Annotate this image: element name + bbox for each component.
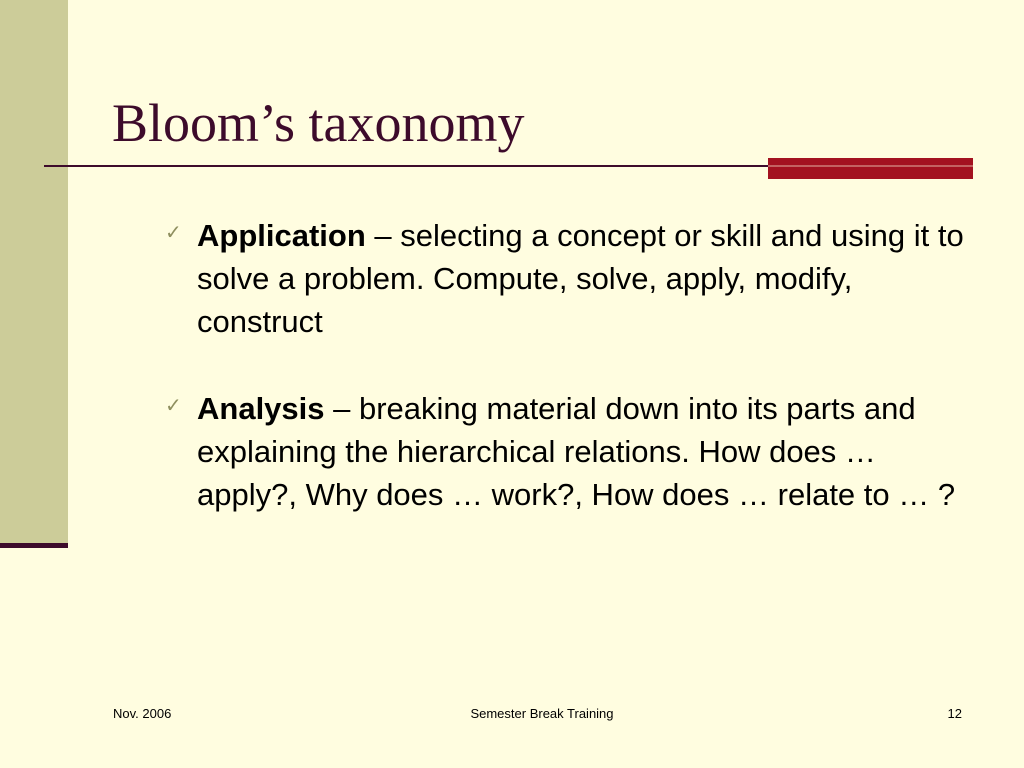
footer-date: Nov. 2006	[113, 706, 172, 721]
slide-title: Bloom’s taxonomy	[112, 93, 525, 153]
bullet-application	[165, 214, 965, 343]
bullet-text: – breaking material down into its parts and explaining the hierarchical relations. How does … apply?, Why does … work?, How does … relate to … ?	[197, 391, 956, 512]
bullet-term: Application	[197, 218, 366, 253]
checkmark-icon: ✓	[165, 393, 182, 417]
title-accent-stripe	[768, 165, 973, 167]
checkmark-icon: ✓	[165, 220, 182, 244]
footer-title: Semester Break Training	[470, 706, 614, 721]
slide-body	[165, 214, 965, 560]
bullet-text: – selecting a concept or skill and using it to solve a problem. Compute, solve, apply, modify, construct	[197, 218, 964, 339]
bullet-analysis	[165, 387, 965, 516]
bullet-term: Analysis	[197, 391, 325, 426]
title-accent-bar	[768, 158, 973, 179]
left-decorative-bar	[0, 0, 68, 546]
left-bar-underline	[0, 543, 68, 548]
title-divider-line	[44, 165, 770, 167]
slide-number: 12	[947, 706, 962, 721]
